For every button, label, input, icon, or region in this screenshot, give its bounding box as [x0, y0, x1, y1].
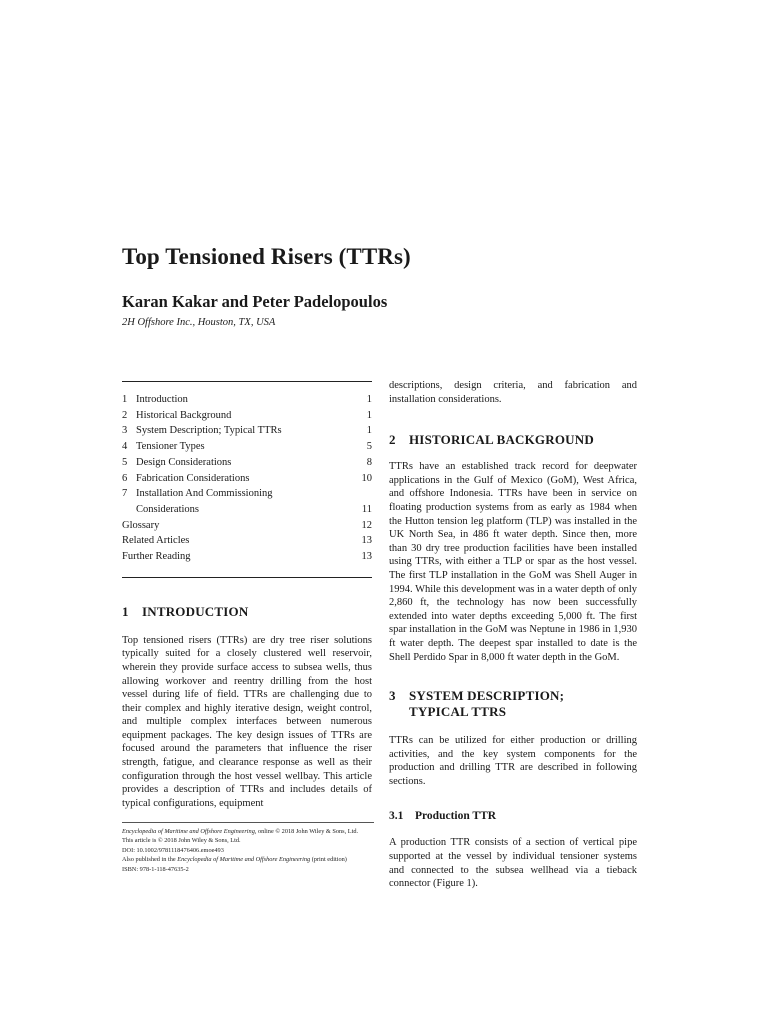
subsection-number: 3.1	[389, 810, 404, 823]
right-column	[389, 379, 637, 891]
footnote-line: This article is © 2018 John Wiley & Sons, Ltd.	[122, 837, 241, 845]
section-heading-system-description	[389, 688, 637, 720]
left-column	[122, 381, 372, 810]
toc-label: Considerations	[136, 503, 199, 515]
subsection-heading-production-ttr	[389, 810, 637, 822]
toc-page: 8	[366, 456, 372, 468]
footnote-line: Also published in the Encyclopedia of Maritime and Offshore Engineering (print edition)	[122, 856, 347, 864]
author-affiliation: 2H Offshore Inc., Houston, TX, USA	[122, 317, 276, 328]
toc-number: 7	[122, 488, 128, 500]
toc-label: Introduction	[136, 394, 188, 405]
toc-entry-glossary[interactable]	[122, 518, 372, 534]
toc-page: 1	[366, 394, 372, 405]
system-description-paragraph: TTRs can be utilized for either production or drilling activities, and the key system components for the production and drilling TTR are described in following sections.	[389, 735, 637, 787]
section-title: SYSTEM DESCRIPTION; TYPICAL TTRS	[409, 688, 565, 720]
historical-background-paragraph: TTRs have an established track record for deepwater applications in the Gulf of Mexico (GoM), West Africa, and offshore Indonesia. TTRs have been in service on floating production systems from as early as 1984 when the Hutton tension leg platform (TLP) was installed in the UK North Sea, in 486 ft water depth. Since then, more than 30 dry tree production facilities have been installed using TTRs, with either a TLP or spar as the host vessel. The first TLP installation in the GoM was Shell Auger in 1994. While this development was in a water depth of only 2,860 ft, the technology has now been successfully extended into water depths exceeding 5,000 ft. The first spar installation in the GoM was Neptune in 1986 in 1,930 ft water depth. The deepest spar installed to date is the Shell Perdido Spar in 8,000 ft water depth in the GoM.	[389, 461, 637, 663]
toc-entry-tensioner-types[interactable]	[122, 439, 372, 455]
toc-page: 10	[361, 472, 372, 484]
footnote-isbn: ISBN: 978-1-118-47635-2	[122, 865, 189, 873]
section-heading-historical-background	[389, 432, 637, 448]
section-number: 2	[389, 432, 396, 448]
toc-entry-design-considerations[interactable]	[122, 455, 372, 471]
toc-label: Tensioner Types	[136, 441, 205, 453]
toc-page: 13	[361, 535, 372, 547]
introduction-paragraph: Top tensioned risers (TTRs) are dry tree riser solutions typically suited for a closely clustered well reservoir, wherein they provide surface access to subsea wells, thus allowing workover and reentry drilling from the host vessel during life of field. TTRs are challenging due to their complex and highly iterative design, weight control, and multiple complex interfaces between numerous equipment packages. The key design issues of TTRs are focused around the parameters that influence the riser strength, fatigue, and clearance response as well as their configuration through the host vessel wellbay. This article provides a description of TTRs and includes details of typical configurations, equipment	[122, 634, 372, 809]
table-of-contents	[122, 381, 372, 578]
toc-entry-historical-background[interactable]	[122, 408, 372, 424]
toc-label: Glossary	[122, 519, 160, 531]
toc-page: 5	[366, 441, 372, 453]
section-number: 1	[122, 603, 129, 619]
section-title: INTRODUCTION	[142, 603, 249, 619]
toc-number: 1	[122, 394, 128, 405]
toc-page: 1	[366, 425, 372, 437]
publication-footnote	[122, 822, 374, 874]
toc-label: Related Articles	[122, 535, 190, 547]
toc-entry-related-articles[interactable]	[122, 533, 372, 549]
toc-number: 6	[122, 472, 128, 484]
section-heading-introduction	[122, 604, 372, 620]
toc-label: Further Reading	[122, 551, 191, 563]
toc-page: 1	[366, 409, 372, 421]
toc-number: 4	[122, 441, 128, 453]
toc-entry-fabrication-considerations[interactable]	[122, 471, 372, 487]
production-ttr-paragraph: A production TTR consists of a section of vertical pipe supported at the vessel by individual tensioner systems and connected to the subsea wellhead via a tieback connector (Figure 1).	[389, 837, 637, 890]
toc-number: 2	[122, 409, 128, 421]
toc-entry-installation-continued[interactable]	[122, 502, 372, 518]
toc-entry-introduction[interactable]	[122, 392, 372, 408]
toc-entry-further-reading[interactable]	[122, 549, 372, 565]
section-number: 3	[389, 688, 396, 704]
toc-number: 3	[122, 425, 128, 437]
article-authors: Karan Kakar and Peter Padelopoulos	[122, 292, 388, 311]
article-title: Top Tensioned Risers (TTRs)	[122, 244, 411, 269]
toc-label: Design Considerations	[136, 456, 232, 468]
toc-page: 12	[361, 519, 372, 531]
toc-entry-installation-heading[interactable]	[122, 486, 372, 502]
introduction-continuation: descriptions, design criteria, and fabrication and installation considerations.	[389, 380, 637, 405]
toc-label: Fabrication Considerations	[136, 472, 250, 484]
toc-label: Historical Background	[136, 409, 232, 421]
toc-entry-system-description[interactable]	[122, 423, 372, 439]
toc-page: 11	[361, 503, 372, 515]
footnote-line: Encyclopedia of Maritime and Offshore Engineering, online © 2018 John Wiley & Sons, Ltd.	[122, 828, 359, 835]
toc-label: Installation And Commissioning	[136, 488, 273, 500]
toc-label: System Description; Typical TTRs	[136, 425, 282, 437]
toc-page: 13	[361, 551, 372, 563]
subsection-title: Production TTR	[415, 810, 497, 823]
toc-number: 5	[122, 456, 128, 468]
footnote-doi: DOI: 10.1002/9781118476406.emoe493	[122, 846, 224, 854]
section-title: HISTORICAL BACKGROUND	[409, 432, 594, 448]
